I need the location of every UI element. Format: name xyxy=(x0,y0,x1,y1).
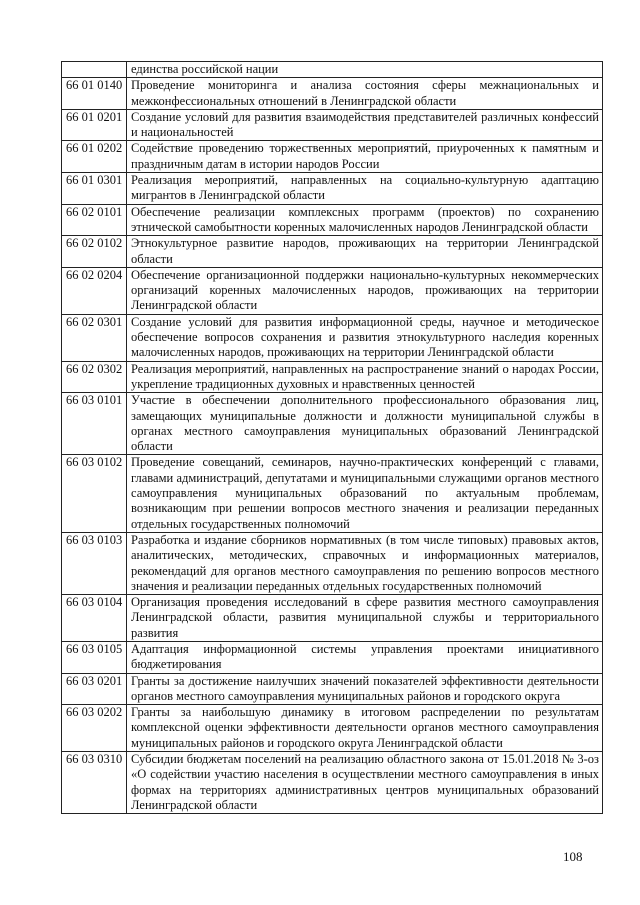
budget-code-cell: 66 02 0102 xyxy=(62,236,127,268)
description-cell: Создание условий для развития взаимодействия представителей различных конфессий и национальностей xyxy=(127,109,603,141)
table-row xyxy=(62,109,603,141)
budget-code-cell: 66 03 0201 xyxy=(62,673,127,705)
budget-code-cell: 66 03 0105 xyxy=(62,641,127,673)
budget-code-cell: 66 02 0204 xyxy=(62,267,127,314)
table-row xyxy=(62,78,603,110)
description-cell: Содействие проведению торжественных мероприятий, приуроченных к памятным и праздничным датам в истории народов России xyxy=(127,141,603,173)
budget-code-cell: 66 03 0101 xyxy=(62,393,127,455)
budget-code-cell: 66 03 0102 xyxy=(62,455,127,532)
table-row xyxy=(62,267,603,314)
budget-code-cell: 66 03 0104 xyxy=(62,595,127,642)
table-row xyxy=(62,595,603,642)
description-cell: Проведение мониторинга и анализа состояния сферы межнациональных и межконфессиональных отношений в Ленинградской области xyxy=(127,78,603,110)
description-cell: Участие в обеспечении дополнительного профессионального образования лиц, замещающих муниципальные должности и должности муниципальной службы в органах местного самоуправления муниципальных образований Ленинградской области xyxy=(127,393,603,455)
table-row xyxy=(62,204,603,236)
description-cell: Гранты за наибольшую динамику в итоговом распределении по результатам комплексной оценки эффективности деятельности органов местного самоуправления муниципальных районов и городского округа Ленинградской области xyxy=(127,705,603,752)
table-row xyxy=(62,532,603,594)
table-body xyxy=(62,62,603,814)
description-cell: Этнокультурное развитие народов, проживающих на территории Ленинградской области xyxy=(127,236,603,268)
table-row xyxy=(62,236,603,268)
table-row xyxy=(62,361,603,393)
table-row xyxy=(62,673,603,705)
budget-code-cell: 66 01 0301 xyxy=(62,173,127,205)
table-row xyxy=(62,62,603,78)
budget-code-cell: 66 02 0302 xyxy=(62,361,127,393)
description-cell: Обеспечение реализации комплексных программ (проектов) по сохранению этнической самобытности коренных малочисленных народов Ленинградской области xyxy=(127,204,603,236)
table-row xyxy=(62,393,603,455)
description-cell: Реализация мероприятий, направленных на распространение знаний о народах России, укрепление традиционных духовных и нравственных ценностей xyxy=(127,361,603,393)
description-cell: Организация проведения исследований в сфере развития местного самоуправления Ленинградской области, развития муниципальной службы и территориального развития xyxy=(127,595,603,642)
budget-code-cell xyxy=(62,62,127,78)
budget-code-cell: 66 02 0301 xyxy=(62,314,127,361)
table-row xyxy=(62,752,603,814)
description-cell: Гранты за достижение наилучших значений показателей эффективности деятельности органов местного самоуправления муниципальных районов и городского округа xyxy=(127,673,603,705)
budget-code-cell: 66 02 0101 xyxy=(62,204,127,236)
budget-code-cell: 66 01 0140 xyxy=(62,78,127,110)
description-cell: Обеспечение организационной поддержки национально-культурных некоммерческих организаций коренных малочисленных народов, проживающих на территории Ленинградской области xyxy=(127,267,603,314)
description-cell: Разработка и издание сборников нормативных (в том числе типовых) правовых актов, аналитических, методических, справочных и информационных материалов, рекомендаций для органов местного самоуправления по решению вопросов местного значения и реализации переданных отдельных государственных полномочий xyxy=(127,532,603,594)
description-cell: Адаптация информационной системы управления проектами инициативного бюджетирования xyxy=(127,641,603,673)
description-cell: Создание условий для развития информационной среды, научное и методическое обеспечение вопросов сохранения и развития этнокультурного наследия коренных малочисленных народов, проживающих на территории Ленинградской области xyxy=(127,314,603,361)
page-number: 108 xyxy=(563,849,583,864)
table-row xyxy=(62,173,603,205)
budget-code-cell: 66 01 0201 xyxy=(62,109,127,141)
description-cell: Реализация мероприятий, направленных на социально-культурную адаптацию мигрантов в Ленинградской области xyxy=(127,173,603,205)
description-cell: Проведение совещаний, семинаров, научно-практических конференций с главами, главами администраций, депутатами и муниципальными служащими органов местного самоуправления муниципальных образований по актуальным проблемам, возникающим при решении вопросов местного значения и реализации переданных отдельных государственных полномочий xyxy=(127,455,603,532)
budget-code-cell: 66 03 0310 xyxy=(62,752,127,814)
budget-codes-table xyxy=(61,61,603,814)
table-row xyxy=(62,705,603,752)
description-cell: единства российской нации xyxy=(127,62,603,78)
budget-code-cell: 66 01 0202 xyxy=(62,141,127,173)
table-row xyxy=(62,641,603,673)
table-row xyxy=(62,455,603,532)
budget-code-cell: 66 03 0202 xyxy=(62,705,127,752)
budget-code-cell: 66 03 0103 xyxy=(62,532,127,594)
table-row xyxy=(62,314,603,361)
description-cell: Субсидии бюджетам поселений на реализацию областного закона от 15.01.2018 № 3-оз «О содействии участию населения в осуществлении местного самоуправления в иных формах на территориях административных центров муниципальных образований Ленинградской области xyxy=(127,752,603,814)
table-row xyxy=(62,141,603,173)
